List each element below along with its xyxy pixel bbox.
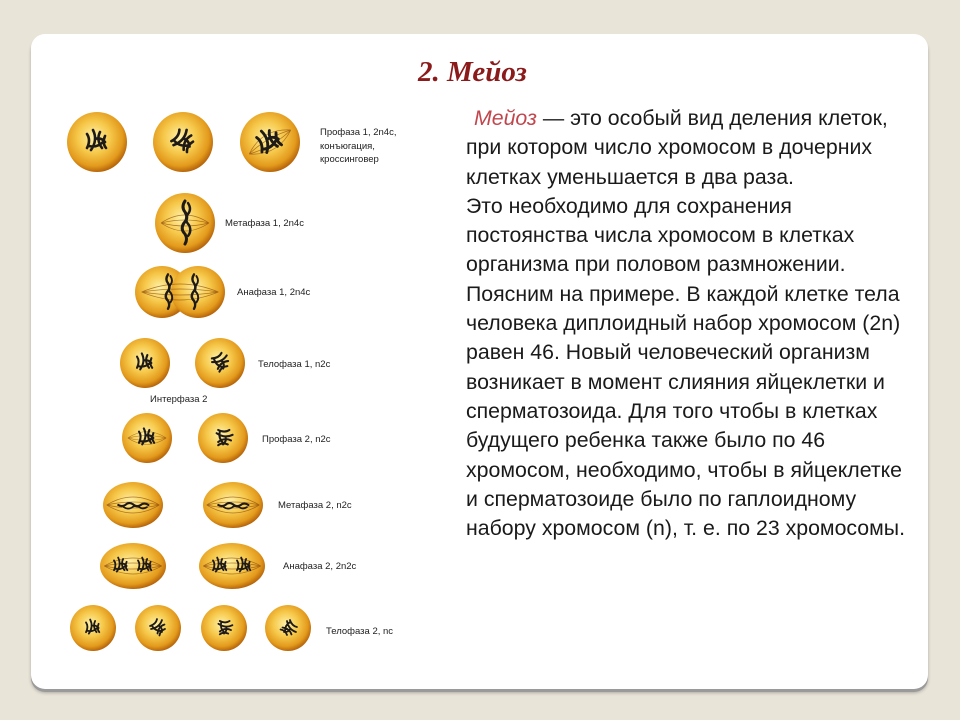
telophase2-cell-2 [135, 605, 181, 651]
telophase2-cell-1 [70, 605, 116, 651]
prophase1-cell-c [240, 112, 300, 172]
anaphase1-label: Анафаза 1, 2n4c [237, 287, 311, 298]
metaphase2-cell-b [203, 482, 263, 528]
explanation-text: Это необходимо для сохранения постоянства числа хромосом в клетках организма при половом размножении. Поясним на примере. В каждой клетке тела человека диплоидный набор хромосом (2n) равен 46. Новый человеческий организм возникает в момент слияния яйцеклетки и сперматозоида. Для того чтобы в клетках будущего ребенка также было по 46 хромосом, необходимо, чтобы в яйцеклетке и сперматозоиде было по гаплоидному набору хромосом (n), т. е. по 23 хромосомы. [466, 193, 906, 541]
prophase2-label: Профаза 2, n2c [262, 434, 331, 445]
anaphase1-cell [135, 266, 225, 318]
metaphase1-label: Метафаза 1, 2n4c [225, 218, 304, 229]
prophase1-label-line2: конъюгация, [320, 141, 375, 152]
telophase2-cell-4 [265, 605, 311, 651]
meiosis-term: Мейоз [474, 106, 537, 130]
telophase2-label: Телофаза 2, nc [326, 626, 394, 637]
prophase2-cell-b [198, 413, 248, 463]
anaphase2-cell-a [100, 543, 166, 589]
prophase1-label-line1: Профаза 1, 2n4c, [320, 127, 397, 138]
telophase1-label: Телофаза 1, n2c [258, 359, 331, 370]
anaphase2-label: Анафаза 2, 2n2c [283, 561, 357, 572]
prophase1-cell-b [153, 112, 213, 172]
metaphase2-label: Метафаза 2, n2c [278, 500, 352, 511]
definition-text: — это особый вид деления клеток, при котором число хромосом в дочерних клетках уменьшается в два раза. [466, 106, 888, 189]
metaphase2-cell-a [103, 482, 163, 528]
prophase1-cell-a [67, 112, 127, 172]
interphase2-label: Интерфаза 2 [150, 394, 208, 405]
telophase1-cell-b [195, 338, 245, 388]
slide-title: 2. Мейоз [418, 56, 527, 88]
telophase2-cell-3 [201, 605, 247, 651]
telophase1-cell-a [120, 338, 170, 388]
metaphase1-cell [155, 193, 215, 253]
prophase2-cell-a [122, 413, 172, 463]
prophase1-label-line3: кроссинговер [320, 154, 379, 165]
anaphase2-cell-b [199, 543, 265, 589]
